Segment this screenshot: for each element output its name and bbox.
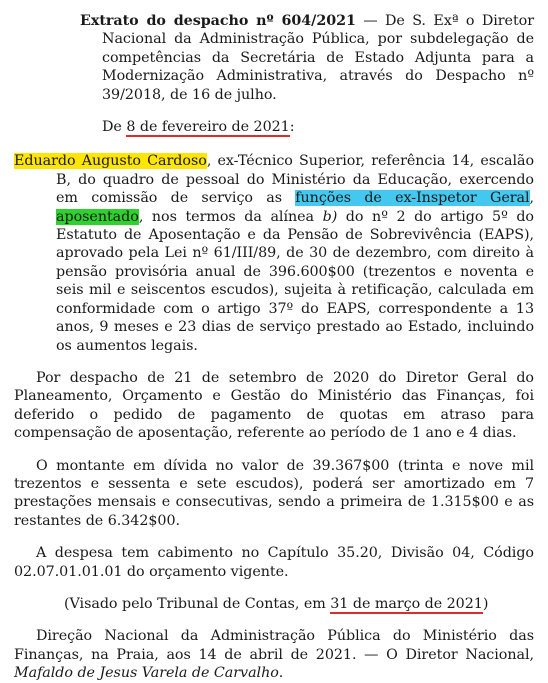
decision-text-2: , nos termos da alínea — [138, 208, 323, 225]
alinea-b: b) — [322, 208, 338, 225]
decision-sep: , — [529, 190, 535, 207]
closing-end: . — [278, 665, 284, 682]
decision-paragraph — [14, 152, 534, 354]
decision-text-1: , ex-Técnico Superior, referência 14, escalão B, do quadro de pessoal do Ministério da Educação, exercendo em comissão de serviço as — [56, 153, 534, 207]
visado-line — [14, 595, 534, 613]
date-suffix: : — [289, 119, 295, 136]
visado-suffix: ) — [482, 595, 489, 612]
dispatch-header — [14, 12, 534, 104]
visado-date: 31 de março de 2021 — [330, 595, 483, 612]
quota-paragraph: Por despacho de 21 de setembro de 2020 do Diretor Geral do Planeamento, Orçamento e Gestão do Ministério das Finanças, foi deferido o pedido de pagamento de quotas em atraso para compensação de aposentação, referente ao período de 1 ano e 4 dias. — [14, 369, 534, 442]
former-role: funções de ex-Inspetor Geral — [295, 190, 530, 207]
closing-paragraph — [14, 627, 534, 682]
budget-paragraph: A despesa tem cabimento no Capítulo 35.20, Divisão 04, Código 02.07.01.01.01 do orçamento vigente. — [14, 545, 534, 580]
date-prefix: De — [102, 119, 127, 136]
dispatch-date-line — [14, 118, 534, 136]
dispatch-date: 8 de fevereiro de 2021 — [126, 119, 290, 136]
signatory-name: Mafaldo de Jesus Varela de Carvalho — [14, 665, 279, 682]
dispatch-header-text: — De S. Exª o Diretor Nacional da Administração Pública, por subdelegação de competências da Secretária de Estado Adjunta para a Modernização Administrativa, através do Despacho nº 39/2018, de 16 de julho. — [102, 13, 534, 103]
debt-paragraph: O montante em dívida no valor de 39.367$00 (trinta e nove mil trezentos e sessenta e sete escudos), poderá ser amortizado em 7 prestações mensais e consecutivas, sendo a primeira de 1.315$00 e as restantes de 6.342$00. — [14, 457, 534, 529]
decision-text-3: do nº 2 do artigo 5º do Estatuto de Aposentação e da Pensão de Sobrevivência (EAPS), aprovado pela Lei nº 61/III/89, de 30 de dezembro, com direito à pensão provisória anual de 396.600$00 (trezentos e noventa e seis mil e seiscentos escudos), sujeita à retificação, calculada em conformidade com o artigo 37º do EAPS, correspondente a 13 anos, 9 meses e 23 dias de serviço prestado ao Estado, incluindo os aumentos legais. — [56, 208, 534, 354]
closing-text: Direção Nacional da Administração Pública do Ministério das Finanças, na Praia, aos 14 de abril de 2021. — O Diretor Nacional, — [14, 628, 534, 663]
retirement-status: aposentado — [56, 208, 139, 225]
person-name: Eduardo Augusto Cardoso — [14, 153, 207, 170]
visado-prefix: (Visado pelo Tribunal de Contas, em — [64, 595, 331, 612]
dispatch-title: Extrato do despacho nº 604/2021 — [80, 13, 356, 29]
